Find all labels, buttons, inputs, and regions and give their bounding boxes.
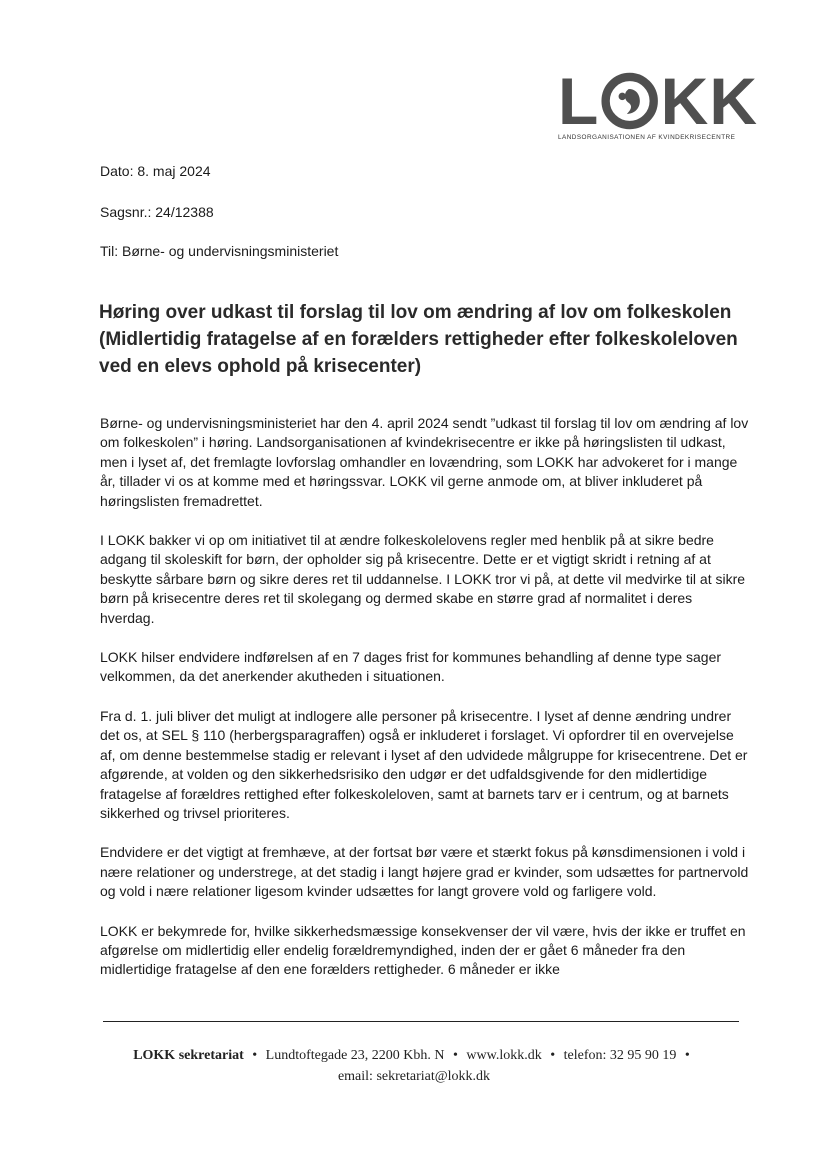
footer-line-2 <box>80 1066 748 1087</box>
letter-date: Dato: 8. maj 2024 <box>100 163 211 179</box>
document-title: Høring over udkast til forslag til lov om ændring af lov om folkeskolen (Midlertidig fratagelse af en forælders rettigheder efter folkeskoleloven ved en elevs ophold på krisecenter) <box>99 302 738 377</box>
footer-separator: • <box>684 1048 690 1063</box>
footer-line-1 <box>80 1045 748 1066</box>
paragraph: Endvidere er det vigtigt at fremhæve, at der fortsat bør være et stærkt fokus på kønsdimensionen i vold i nære relationer og understrege, at det stadig i langt højere grad er kvinder, som udsættes for partnervold og vold i nære relationer ligesom kvinder udsættes for langt grovere vold og farligere vold. <box>100 844 749 900</box>
paragraph: LOKK er bekymrede for, hvilke sikkerhedsmæssige konsekvenser der vil være, hvis der ikke er truffet en afgørelse om midlertidig eller endelig forældremyndighed, inden der er gået 6 måneder fra den midlertidige fratagelse af den ene forælders rettigheder. 6 måneder er ikke <box>100 922 746 978</box>
footer-phone: telefon: 32 95 90 19 <box>563 1048 677 1063</box>
footer-divider <box>103 1021 739 1022</box>
footer-email-link[interactable]: email: sekretariat@lokk.dk <box>337 1069 491 1084</box>
recipient: Til: Børne- og undervisningsministeriet <box>100 243 339 259</box>
case-number: Sagsnr.: 24/12388 <box>100 204 214 220</box>
footer-org: LOKK sekretariat <box>133 1048 244 1063</box>
paragraph: Børne- og undervisningsministeriet har den 4. april 2024 sendt ”udkast til forslag til lov om ændring af lov om folkeskolen” i høring. Landsorganisationen af kvindekrisecentre er ikke på høringslisten til udkast, men i lyset af, det fremlagte lovforslag omhandler en lovændring, som LOKK har advokeret for i mange år, tillader vi os at komme med et høringssvar. LOKK vil gerne anmode om, at bliver inkluderet på høringslisten fremadrettet. <box>100 415 749 509</box>
paragraph: LOKK hilser endvidere indførelsen af en 7 dages frist for kommunes behandling af denne type sager velkommen, da det anerkender akutheden i situationen. <box>100 649 722 685</box>
logo-circle-icon <box>601 70 658 132</box>
footer-website-link[interactable]: www.lokk.dk <box>466 1048 542 1063</box>
logo-tagline: LANDSORGANISATIONEN AF KVINDEKRISECENTRE <box>558 134 736 141</box>
logo-letters-kk: KK <box>660 64 758 138</box>
lokk-logo <box>558 64 758 146</box>
footer-address: Lundtoftegade 23, 2200 Kbh. N <box>265 1048 445 1063</box>
paragraph: I LOKK bakker vi op om initiativet til at ændre folkeskolelovens regler med henblik på at sikre bedre adgang til skoleskift for børn, der opholder sig på krisecentre. Dette er et vigtigt skridt i retning af at beskytte sårbare børn og sikre deres ret til uddannelse. I LOKK tror vi på, at dette vil medvirke til at sikre børn på krisecentre deres ret til skolegang og dermed skabe en større grad af normalitet i deres hverdag. <box>100 532 746 626</box>
logo-letter-l: L <box>558 64 600 138</box>
footer <box>80 1045 748 1087</box>
footer-separator: • <box>550 1048 556 1063</box>
letter-body <box>100 414 750 1000</box>
footer-separator: • <box>252 1048 258 1063</box>
footer-separator: • <box>453 1048 458 1063</box>
paragraph: Fra d. 1. juli bliver det muligt at indlogere alle personer på krisecentre. I lyset af denne ændring undrer det os, at SEL § 110 (herbergsparagraffen) også er inkluderet i forslaget. Vi opfordrer til en overvejelse af, om denne bestemmelse stadig er relevant i lyset af den udvidede målgruppe for krisecentrene. Det er afgørende, at volden og den sikkerhedsrisiko den udgør er det udfaldsgivende for den midlertidige fratagelse af forældres rettighed efter folkeskoleloven, samt at barnets tarv er i centrum, og at barnets sikkerhed og trivsel prioriteres. <box>100 707 748 821</box>
